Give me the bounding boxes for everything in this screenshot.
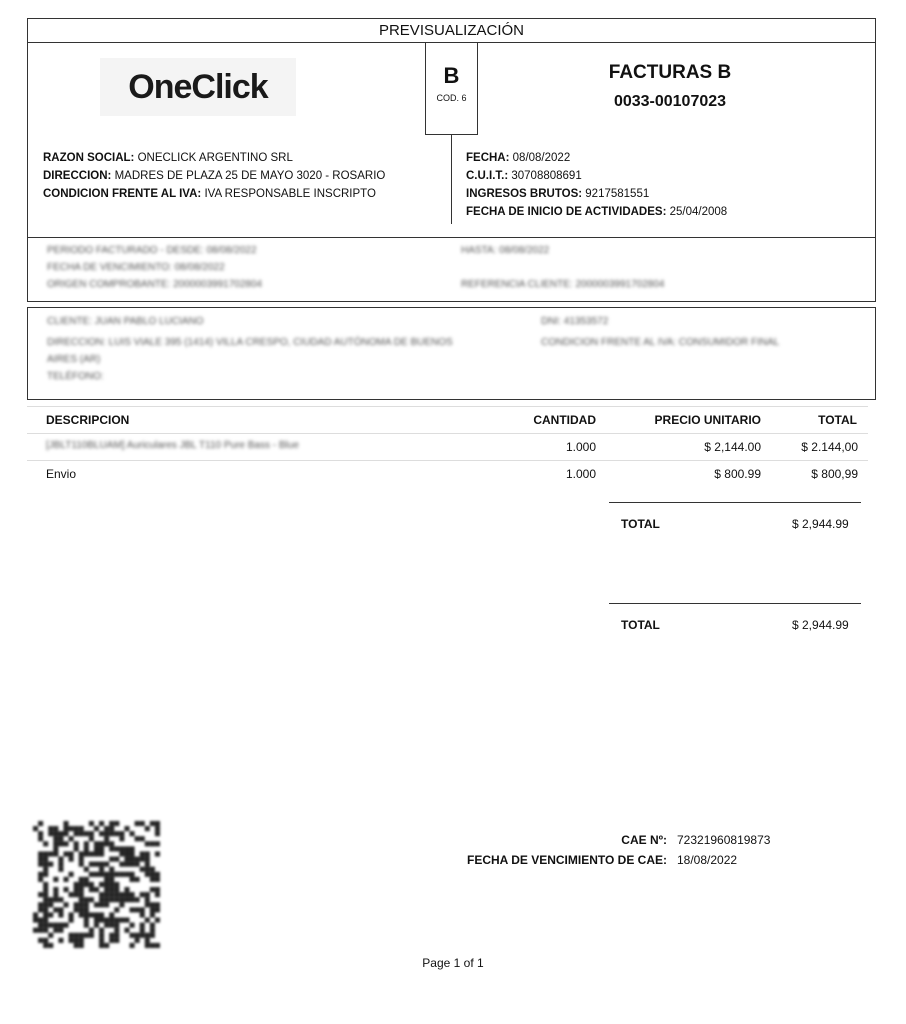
total-divider-2 (609, 603, 861, 604)
cae-number-label: CAE Nº: (621, 833, 667, 847)
client-info-left (47, 313, 453, 385)
razon-social-label: RAZON SOCIAL: (43, 152, 135, 164)
header-unit-price: PRECIO UNITARIO (654, 413, 761, 427)
row-1-total: $ 2.144,00 (801, 440, 858, 454)
issuer-address-value: MADRES DE PLAZA 25 DE MAYO 3020 - ROSARIO (114, 170, 386, 182)
origin-voucher: ORIGEN COMPROBANTE: 2000003991702804 (47, 279, 263, 290)
billing-period-left (47, 242, 262, 293)
client-name: CLIENTE: JUAN PABLO LUCIANO (47, 316, 204, 327)
row-1-quantity: 1.000 (565, 440, 596, 454)
company-logo (100, 58, 296, 116)
issuer-address-label: DIRECCION: (43, 170, 112, 182)
total-label-2: TOTAL (621, 618, 660, 632)
table-row-line (27, 460, 868, 461)
header-description: DESCRIPCION (46, 413, 130, 427)
ingresos-brutos-value: 9217581551 (585, 188, 650, 200)
client-info-right (541, 313, 779, 351)
row-2-quantity: 1.000 (565, 467, 596, 481)
client-reference: REFERENCIA CLIENTE: 2000003991702804 (461, 279, 665, 290)
total-value-1: $ 2,944.99 (792, 517, 849, 531)
total-value-2: $ 2,944.99 (792, 618, 849, 632)
invoice-letter-box (425, 42, 478, 135)
client-address-cont: AIRES (AR) (47, 354, 101, 365)
invoice-letter-code: COD. 6 (436, 93, 467, 103)
issuer-info (43, 149, 385, 203)
cae-due-value: 18/08/2022 (677, 853, 738, 867)
invoice-date-value: 08/08/2022 (512, 152, 571, 164)
table-top-line (27, 406, 868, 407)
invoice-date-label: FECHA: (466, 152, 510, 164)
row-2-total: $ 800,99 (811, 467, 858, 481)
issuer-iva-value: IVA RESPONSABLE INSCRIPTO (204, 188, 376, 200)
invoice-info (466, 149, 727, 221)
activity-start-value: 25/04/2008 (669, 206, 728, 218)
preview-title: PREVISUALIZACIÓN (27, 18, 876, 43)
row-2-unit-price: $ 800.99 (714, 467, 761, 481)
client-phone: TELÉFONO: (47, 371, 104, 382)
header-total: TOTAL (818, 413, 857, 427)
row-2-description: Envio (46, 467, 77, 481)
issuer-iva-label: CONDICION FRENTE AL IVA: (43, 188, 202, 200)
logo-text: OneClick (128, 67, 268, 106)
billing-period-right (461, 242, 664, 293)
page-indicator: Page 1 of 1 (422, 956, 484, 970)
qr-code (33, 821, 160, 948)
activity-start-label: FECHA DE INICIO DE ACTIVIDADES: (466, 206, 667, 218)
razon-social-value: ONECLICK ARGENTINO SRL (137, 152, 293, 164)
client-dni: DNI: 41353572 (541, 316, 609, 327)
client-iva: CONDICION FRENTE AL IVA: CONSUMIDOR FINAL (541, 337, 780, 348)
row-1-unit-price: $ 2,144.00 (704, 440, 761, 454)
document-type: FACTURAS B (608, 62, 732, 83)
document-number: 0033-00107023 (613, 93, 727, 110)
table-header-line (27, 433, 868, 434)
due-date: FECHA DE VENCIMIENTO: 08/08/2022 (47, 262, 225, 273)
period-from: PERIODO FACTURADO - DESDE: 08/08/2022 (47, 245, 257, 256)
row-1-description: [JBLT110BLUAM] Auriculares JBL T110 Pure Bass - Blue (46, 440, 299, 451)
period-to: HASTA: 08/08/2022 (461, 245, 550, 256)
header-quantity: CANTIDAD (533, 413, 596, 427)
header-divider (451, 134, 452, 224)
cuit-value: 30708808691 (511, 170, 582, 182)
invoice-letter: B (443, 63, 460, 88)
client-address: DIRECCION: LUIS VIALE 395 (1414) VILLA CRESPO, CIUDAD AUTÓNOMA DE BUENOS (47, 337, 453, 348)
cuit-label: C.U.I.T.: (466, 170, 509, 182)
cae-due-label: FECHA DE VENCIMIENTO DE CAE: (466, 853, 667, 867)
cae-number-value: 72321960819873 (677, 833, 771, 847)
ingresos-brutos-label: INGRESOS BRUTOS: (466, 188, 583, 200)
total-label-1: TOTAL (621, 517, 660, 531)
total-divider-1 (609, 502, 861, 503)
